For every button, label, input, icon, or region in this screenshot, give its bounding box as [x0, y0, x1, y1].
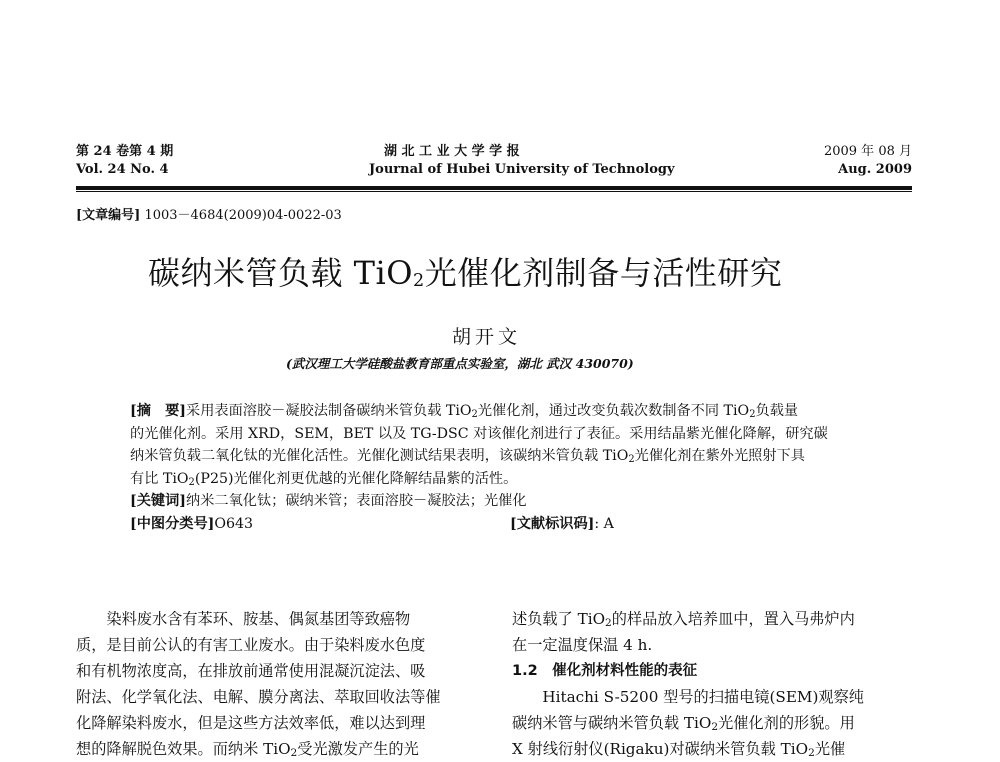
body-line: 述负载了 TiO$_2$的样品放入培养皿中，置入马弗炉内 [512, 610, 855, 629]
classification-label: [中图分类号] [130, 515, 215, 532]
header-issue-en: Vol. 24 No. 4 [76, 162, 169, 177]
author-name: 胡开文 [452, 326, 522, 348]
paper-title: 碳纳米管负载 TiO$_2$光催化剂制备与活性研究 [148, 254, 783, 292]
doc-code-label: [文献标识码] [510, 515, 595, 532]
abstract: [摘 要]采用表面溶胶－凝胶法制备碳纳米管负载 TiO$_2$光催化剂，通过改变负载次数制备不同 TiO$_2$负载量 的光催化剂。采用 XRD，SEM，BET 以及 TG-DSC 对该催化剂进行了表征。采用结晶紫光催化降解，研究碳 纳米管负载二氧化钛的光催化活性。光催化测试结果表明，该碳纳米管负载 TiO$_2$光催化剂在紫外光照射下具 有比 TiO$_2$(P25)光催化剂更优越的光催化降解结晶紫的活性。 [关键词]纳米二氧化钛；碳纳米管；表面溶胶－凝胶法；光催化 [中图分类号]O643 [文献标识码]: A [130, 400, 870, 535]
article-id-label: [文章编号] [76, 208, 141, 223]
header-date-cn: 2009 年 08 月 [823, 144, 912, 159]
body-line: 碳纳米管与碳纳米管负载 TiO$_2$光催化剂的形貌。用 [512, 714, 855, 733]
article-id-value: 1003－4684(2009)04-0022-03 [144, 208, 342, 223]
body-left-column [76, 606, 496, 762]
body-line: 化降解染料废水，但是这些方法效率低，难以达到理 [76, 714, 426, 732]
body-line: 附法、化学氧化法、电解、膜分离法、萃取回收法等催 [76, 688, 441, 706]
abstract-label: [摘 要] [130, 403, 186, 419]
section-heading: 1.2 催化剂材料性能的表征 [512, 663, 698, 679]
keywords-label: [关键词] [130, 493, 186, 509]
header-issue-cn: 第 24 卷第 4 期 [76, 144, 174, 159]
header-rule-thin [76, 191, 912, 192]
body-line: 质，是目前公认的有害工业废水。由于染料废水色度 [76, 636, 426, 654]
header-journal-en: Journal of Hubei University of Technology [369, 162, 675, 177]
header-rule-thick [76, 186, 912, 190]
body-line: X 射线衍射仪(Rigaku)对碳纳米管负载 TiO$_2$光催 [512, 740, 846, 759]
article-id [76, 204, 342, 223]
body-line: 和有机物浓度高，在排放前通常使用混凝沉淀法、吸 [76, 662, 426, 680]
doc-code: [文献标识码]: A [510, 515, 614, 532]
keywords: [关键词]纳米二氧化钛；碳纳米管；表面溶胶－凝胶法；光催化 [130, 493, 527, 509]
header-date-en: Aug. 2009 [838, 162, 912, 177]
header-journal-cn: 湖 北 工 业 大 学 学 报 [384, 144, 520, 159]
classification-value: O643 [214, 515, 254, 532]
doc-code-value: A [603, 515, 614, 532]
body-line: 在一定温度保温 4 h. [512, 636, 653, 654]
body-line: 染料废水含有苯环、胺基、偶氮基团等致癌物 [76, 610, 411, 628]
author-affiliation: (武汉理工大学硅酸盐教育部重点实验室，湖北 武汉 430070) [286, 356, 634, 371]
body-line: 想的降解脱色效果。而纳米 TiO$_2$受光激发产生的光 [76, 740, 419, 759]
body-line: Hitachi S-5200 型号的扫描电镜(SEM)观察纯 [512, 688, 864, 706]
classification-row [130, 513, 870, 536]
body-right-column [512, 606, 922, 762]
